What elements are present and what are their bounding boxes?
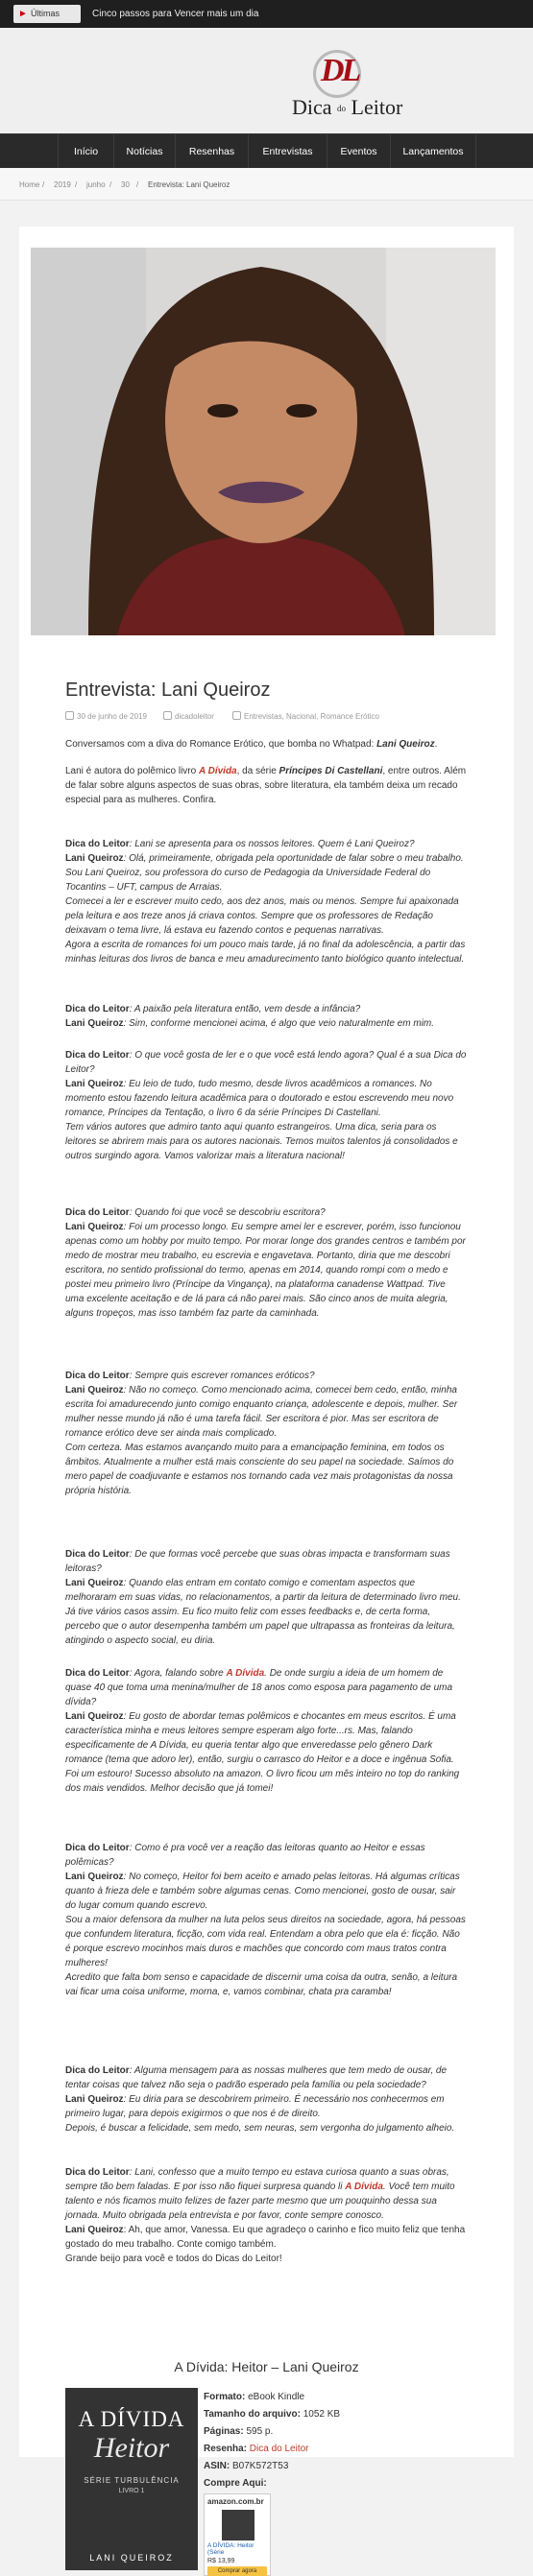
buy-here	[204, 2478, 267, 2489]
answer-9: : Eu diria para se descobrirem primeiro. É necessário nos conhecermos em primeiro lugar, para depois exigirmos o que nos é de direito.	[65, 2094, 445, 2119]
breadcrumb-sep: /	[75, 180, 78, 189]
article-date	[65, 711, 147, 721]
label-lani: Lani Queiroz	[65, 1872, 124, 1882]
breadcrumb-current: Entrevista: Lani Queiroz	[148, 180, 230, 189]
top-bar	[0, 0, 533, 28]
article-card	[19, 227, 514, 2574]
size-label: Tamanho do arquivo:	[204, 2409, 301, 2420]
answer-1c: Agora a escrita de romances foi um pouco mais tarde, já no final da adolescência, a partir das minhas leituras dos livros de banca e meu amadurecimento tanto biológico quanto intelectual.	[65, 940, 466, 965]
label-lani: Lani Queiroz	[65, 1079, 124, 1089]
main-nav	[0, 133, 533, 168]
qa-block-1	[65, 837, 467, 966]
article-title: Entrevista: Lani Queiroz	[65, 680, 271, 701]
logo-name	[292, 95, 402, 120]
label-dica: Dica do Leitor	[65, 1549, 130, 1560]
breadcrumb-home[interactable]: Home	[19, 180, 40, 189]
label-dica: Dica do Leitor	[65, 1050, 130, 1061]
label-lani: Lani Queiroz	[65, 853, 124, 864]
qa-block-6	[65, 1547, 467, 1648]
question-7-end: . De onde surgiu a ideia de um homem de quase 40 que toma uma menina/mulher de 18 anos como esposa para pagamento de uma dívida?	[65, 1668, 453, 1707]
breadcrumb-sep: /	[42, 180, 45, 189]
breadcrumb-day[interactable]: 30	[121, 180, 130, 189]
answer-4: : Foi um processo longo. Eu sempre amei ler e escrever, porém, isso funcionou apenas como um hobby por muito tempo. Por morar longe dos grandes centros e também por medo de mostrar meu trabalho, eu escrevia e engavetava. Portanto, diria que me descobri escritora, no sentido profissional do termo, apenas em 2014, quando rompi com o medo e postei meu primeiro livro (Príncipe da Vingança), na plataforma canadense Wattpad. Tive uma excelente aceitação e de lá para cá não parei mais. São cinco anos de muita alegria, alguns tropeços, mas isso também faz parte da caminhada.	[65, 1222, 466, 1319]
question-2: : A paixão pela literatura então, vem desde a infância?	[129, 1004, 361, 1014]
question-10: : Lani, confesso que a muito tempo eu estava curiosa quanto a suas obras, sempre tão bem faladas. E por isso não fiquei surpresa quando li	[65, 2167, 449, 2192]
nav-entrevistas[interactable]: Entrevistas	[248, 134, 327, 169]
question-10-book-link[interactable]: A Dívida	[345, 2182, 383, 2192]
calendar-icon	[65, 711, 74, 720]
author-photo	[31, 248, 496, 635]
label-lani: Lani Queiroz	[65, 2225, 124, 2235]
question-3: : O que você gosta de ler e o que você está lendo agora? Qual é a sua Dica do Leitor?	[65, 1050, 467, 1075]
label-dica: Dica do Leitor	[65, 1371, 130, 1381]
author-portrait-image	[31, 248, 496, 635]
nav-noticias[interactable]: Notícias	[113, 134, 175, 169]
label-lani: Lani Queiroz	[65, 2094, 124, 2105]
intro1-text: Conversamos com a diva do Romance Erótico, que bomba no Whatpad:	[65, 739, 377, 750]
label-dica: Dica do Leitor	[65, 839, 130, 849]
amazon-widget[interactable]	[204, 2493, 271, 2576]
nav-lancamentos[interactable]: Lançamentos	[390, 134, 476, 169]
answer-7: : Eu gosto de abordar temas polêmicos e chocantes em meus escritos. É uma característica minha e meus leitores sempre esperam algo forte...rs. Mas, falando especificamente de A Dívida, eu queria tentar algo que enveredasse pelo gênero Dark romance (tema que adoro ler), então, surgiu o carrasco do Heitor e a doce e ingênua Sofia. Foi um estouro! Sucesso absoluto na amazon. O livro ficou um mês inteiro no top do ranking dos mais vendidos. Melhor decisão que já tomei!	[65, 1711, 460, 1794]
breadcrumb-sep: /	[109, 180, 112, 189]
qa-block-8	[65, 1841, 467, 1999]
label-dica: Dica do Leitor	[65, 1843, 130, 1853]
article-categories[interactable]	[232, 711, 379, 721]
qa-block-5	[65, 1369, 467, 1498]
asin-value: B07K572T53	[232, 2461, 289, 2471]
megaphone-icon: ►	[18, 9, 28, 19]
answer-8: : No começo, Heitor foi bem aceito e amado pelas leitoras. Há algumas críticas quanto à frieza dele e também sobre algumas cenas. Como mencionei, gosto de ousar, sair do lugar comum quando escrevo.	[65, 1872, 460, 1911]
book-size	[204, 2409, 340, 2420]
article-author-text[interactable]: dicadoleitor	[175, 712, 214, 721]
qa-block-2	[65, 1002, 467, 1031]
user-icon	[163, 711, 172, 720]
book-cover[interactable]	[65, 2388, 198, 2570]
format-label: Formato:	[204, 2392, 246, 2402]
intro2-text: Lani é autora do polêmico livro	[65, 766, 199, 776]
pages-value: 595 p.	[246, 2426, 274, 2437]
intro2-series: Príncipes Di Castellani	[279, 766, 383, 776]
review-label: Resenha:	[204, 2444, 248, 2454]
answer-6: : Quando elas entram em contato comigo e comentam aspectos que melhoraram em suas vidas, no relacionamentos, a partir da leitura de determinado livro meu. Já tive vários casos assim. Eu fico muito feliz com esses feedbacks e, de certa forma, percebo que o autor desempenha também um papel que ultrapassa as fronteiras da leitura, atingindo o aspecto social, eu diria.	[65, 1578, 461, 1646]
question-7-book-link[interactable]: A Dívida	[226, 1668, 265, 1679]
news-ticker[interactable]: Cinco passos para Vencer mais um dia	[92, 9, 259, 19]
nav-eventos[interactable]: Eventos	[327, 134, 390, 169]
label-dica: Dica do Leitor	[65, 2167, 130, 2178]
intro-paragraph-2	[65, 764, 467, 807]
cover-series: SÉRIE TURBULÊNCIA	[84, 2476, 180, 2485]
question-1: : Lani se apresenta para os nossos leitores. Quem é Lani Queiroz?	[129, 839, 415, 849]
cover-volume: LIVRO 1	[118, 2488, 145, 2494]
book-heading: A Dívida: Heitor – Lani Queiroz	[174, 2359, 359, 2374]
article-author[interactable]	[163, 711, 214, 721]
latest-badge[interactable]	[13, 5, 81, 23]
amazon-price: R$ 13,99	[207, 2558, 235, 2564]
label-lani: Lani Queiroz	[65, 1018, 124, 1029]
logo-initials: DL	[321, 53, 359, 88]
nav-inicio[interactable]: Início	[58, 134, 113, 169]
review-link[interactable]: Dica do Leitor	[249, 2444, 309, 2454]
article-date-text: 30 de junho de 2019	[77, 712, 147, 721]
label-lani: Lani Queiroz	[65, 1385, 124, 1395]
book-asin	[204, 2461, 288, 2471]
breadcrumb-sep: /	[136, 180, 139, 189]
question-7: : Agora, falando sobre	[129, 1668, 227, 1679]
qa-block-3	[65, 1048, 467, 1163]
format-value: eBook Kindle	[248, 2392, 305, 2402]
intro1-end: .	[434, 739, 438, 750]
label-lani: Lani Queiroz	[65, 1222, 124, 1232]
breadcrumb-month[interactable]: junho	[86, 180, 106, 189]
amazon-product-title[interactable]: A DÍVIDA: Heitor (Série	[207, 2542, 254, 2556]
nav-resenhas[interactable]: Resenhas	[175, 134, 248, 169]
logo-name-left: Dica	[292, 95, 332, 119]
label-lani: Lani Queiroz	[65, 1711, 124, 1722]
qa-block-10	[65, 2165, 467, 2266]
latest-badge-label: Últimas	[31, 9, 61, 18]
answer-9b: Depois, é buscar a felicidade, sem medo, sem neuras, sem vergonha do julgamento alheio.	[65, 2123, 455, 2134]
pages-label: Páginas:	[204, 2426, 244, 2437]
label-dica: Dica do Leitor	[65, 2065, 130, 2076]
size-value: 1052 KB	[303, 2409, 341, 2420]
question-5: : Sempre quis escrever romances eróticos?	[129, 1371, 315, 1381]
answer-8c: Acredito que falta bom senso e capacidade de discernir uma coisa da outra, senão, a leitura vai ficar uma coisa uniforme, morna, e, vamos combinar, chata pra caramba!	[65, 1972, 458, 1997]
breadcrumb-year[interactable]: 2019	[54, 180, 71, 189]
answer-5: : Não no começo. Como mencionado acima, comecei bem cedo, então, minha escrita foi amadurecendo junto comigo enquanto criança, adolescente e depois, mulher. Ser mulher nesse mundo já não é uma tarefa fácil. Ser escritora é pior. Mas ser escritora de romance erótico deve ser ainda mais complicado.	[65, 1385, 458, 1439]
cover-title: A DÍVIDA	[78, 2407, 185, 2431]
answer-10: : Ah, que amor, Vanessa. Eu que agradeço o carinho e fico muito feliz que tenha gostado do meu trabalho. Conte comigo também.	[65, 2225, 466, 2250]
question-4: : Quando foi que você se descobriu escritora?	[129, 1207, 326, 1218]
label-dica: Dica do Leitor	[65, 1668, 130, 1679]
article-categories-text[interactable]: Entrevistas, Nacional, Romance Erótico	[244, 712, 379, 721]
site-logo[interactable]	[286, 47, 449, 124]
asin-label: ASIN:	[204, 2461, 230, 2471]
intro1-author: Lani Queiroz	[376, 739, 435, 750]
logo-name-middle: do	[337, 104, 347, 113]
question-6: : De que formas você percebe que suas obras impacta e transformam suas leitoras?	[65, 1549, 450, 1574]
label-dica: Dica do Leitor	[65, 1004, 130, 1014]
question-8: : Como é pra você ver a reação das leitoras quanto ao Heitor e essas polêmicas?	[65, 1843, 425, 1868]
buy-label: Compre Aqui:	[204, 2478, 267, 2489]
qa-block-4	[65, 1205, 467, 1321]
amazon-buy-button[interactable]: Comprar agora	[207, 2566, 267, 2576]
intro-paragraph-1	[65, 737, 467, 751]
question-10-end: . Você tem muito talento e nós ficamos muito felizes de fazer parte mesmo que um pouquinho dessa sua jornada. Muito obrigada pela entrevista e por favor, conte sempre conosco.	[65, 2182, 455, 2221]
qa-block-7	[65, 1666, 467, 1796]
question-9: : Alguma mensagem para as nossas mulheres que tem medo de ousar, de tentar coisas que talvez não seja o padrão esperado pela família ou pela sociedade?	[65, 2065, 448, 2090]
label-dica: Dica do Leitor	[65, 1207, 130, 1218]
answer-1b: Comecei a ler e escrever muito cedo, aos dez anos, mais ou menos. Sempre fui apaixonada pela leitura e aos treze anos já criava contos. Sempre que os professores de Redação deixavam o tema livre, lá estava eu fazendo contos e pequenas narrativas.	[65, 896, 459, 936]
book-format	[204, 2392, 304, 2402]
cover-subtitle: Heitor	[93, 2432, 170, 2464]
book-review	[204, 2444, 309, 2454]
site-header	[0, 28, 533, 133]
answer-3b: Tem vários autores que admiro tanto aqui quanto estrangeiros. Uma dica, seria para os leitores se abrirem mais para os autores nacionais. Temos muitos talentos já consolidados e outros surgindo agora. Vamos valorizar mais a literatura nacional!	[65, 1122, 458, 1161]
label-lani: Lani Queiroz	[65, 1578, 124, 1588]
answer-3: : Eu leio de tudo, tudo mesmo, desde livros acadêmicos a romances. No momento estou fazendo leitura acadêmica para o doutorado e estou escrevendo meu novo romance, Príncipes da Tentação, o livro 6 da série Príncipes Di Castellani.	[65, 1079, 454, 1118]
answer-5b: Com certeza. Mas estamos avançando muito para a emancipação feminina, em todos os âmbitos. Atualmente a mulher está mais consciente do seu papel na sociedade. Saímos do mero papel de coadjuvante e estamos nos tornando cada vez mais protagonistas da nossa própria história.	[65, 1443, 454, 1496]
logo-name-right: Leitor	[351, 95, 403, 119]
book-pages	[204, 2426, 273, 2437]
intro2-text-b: , da série	[236, 766, 279, 776]
amazon-logo: amazon.com.br	[207, 2497, 264, 2506]
folder-icon	[232, 711, 241, 720]
answer-2: : Sim, conforme mencionei acima, é algo que veio naturalmente em mim.	[123, 1018, 435, 1029]
amazon-cover-thumb	[222, 2510, 254, 2540]
answer-1: : Olá, primeiramente, obrigada pela oportunidade de falar sobre o meu trabalho. Sou Lani Queiroz, sou professora do curso de Pedagogia da Universidade Federal do Tocantins – UFT, campus de Arraias.	[65, 853, 464, 893]
intro2-book-link[interactable]: A Dívida	[198, 766, 237, 776]
answer-8b: Sou a maior defensora da mulher na luta pelos seus direitos na sociedade, agora, há pessoas que confundem literatura, ficção, com vida real. Entendam a obra pelo que ela é: ficção. Não é porque escrevo mocinhos mais duros e machões que concordo com maus tratos contra mulheres!	[65, 1915, 466, 1968]
closing-line: Grande beijo para você e todos do Dicas do Leitor!	[65, 2254, 282, 2264]
intro2-text-c: , entre outros. Além de falar sobre alguns aspectos de suas obras, sobre literatura, ela também deixa um recado especial para as mulheres. Confira.	[65, 766, 467, 805]
cover-author: LANI QUEIROZ	[89, 2553, 174, 2563]
breadcrumb	[0, 168, 533, 201]
qa-block-9	[65, 2063, 467, 2135]
